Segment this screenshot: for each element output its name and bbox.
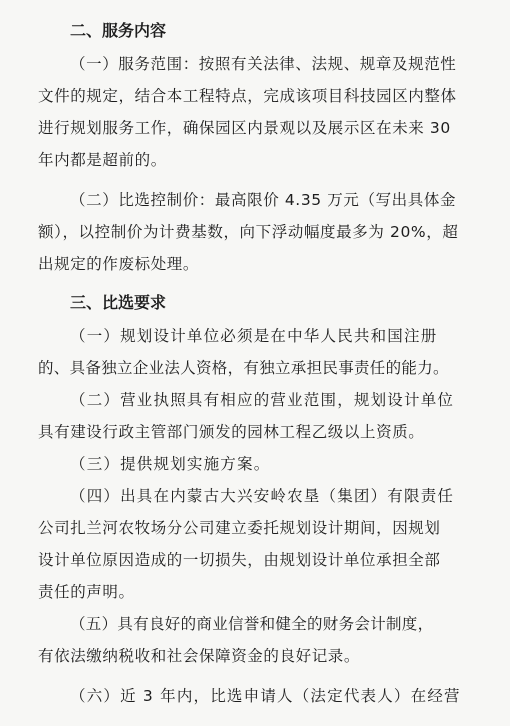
paragraph-line: 的、具备独立企业法人资格，有独立承担民事责任的能力。: [38, 359, 449, 377]
paragraph-line: （二）营业执照具有相应的营业范围，规划设计单位: [70, 391, 455, 409]
paragraph-line: 进行规划服务工作，确保园区内景观以及展示区在未来 30: [38, 119, 451, 137]
paragraph-line: 额），以控制价为计费基数，向下浮动幅度最多为 20%，超: [38, 223, 459, 241]
paragraph-line: （四）出具在内蒙古大兴安岭农垦（集团）有限责任: [70, 487, 455, 505]
section-heading-selection-requirements: 三、比选要求: [70, 293, 167, 312]
paragraph-line: （六）近 3 年内，比选申请人（法定代表人）在经营: [70, 687, 461, 705]
paragraph-line: 具有建设行政主管部门颁发的园林工程乙级以上资质。: [38, 423, 425, 441]
paragraph-line: 公司扎兰河农牧场分公司建立委托规划设计期间，因规划: [38, 519, 441, 537]
paragraph-line: 责任的声明。: [38, 583, 135, 601]
paragraph-line: 年内都是超前的。: [38, 151, 167, 169]
paragraph-line: （五）具有良好的商业信誉和健全的财务会计制度，: [70, 615, 434, 633]
paragraph-line: 出规定的作废标处理。: [38, 255, 200, 273]
paragraph-line: （一）服务范围：按照有关法律、法规、规章及规范性: [70, 55, 457, 73]
paragraph-line: 文件的规定，结合本工程特点，完成该项目科技园区内整体: [38, 87, 457, 105]
section-heading-service-content: 二、服务内容: [70, 21, 167, 40]
paragraph-line: 设计单位原因造成的一切损失，由规划设计单位承担全部: [38, 551, 441, 569]
paragraph-line: （一）规划设计单位必须是在中华人民共和国注册: [70, 327, 438, 345]
paragraph-line: （三）提供规划实施方案。: [70, 455, 271, 473]
paragraph-line: 有依法缴纳税收和社会保障资金的良好记录。: [38, 647, 361, 665]
paragraph-line: （二）比选控制价：最高限价 4.35 万元（写出具体金: [70, 191, 457, 209]
